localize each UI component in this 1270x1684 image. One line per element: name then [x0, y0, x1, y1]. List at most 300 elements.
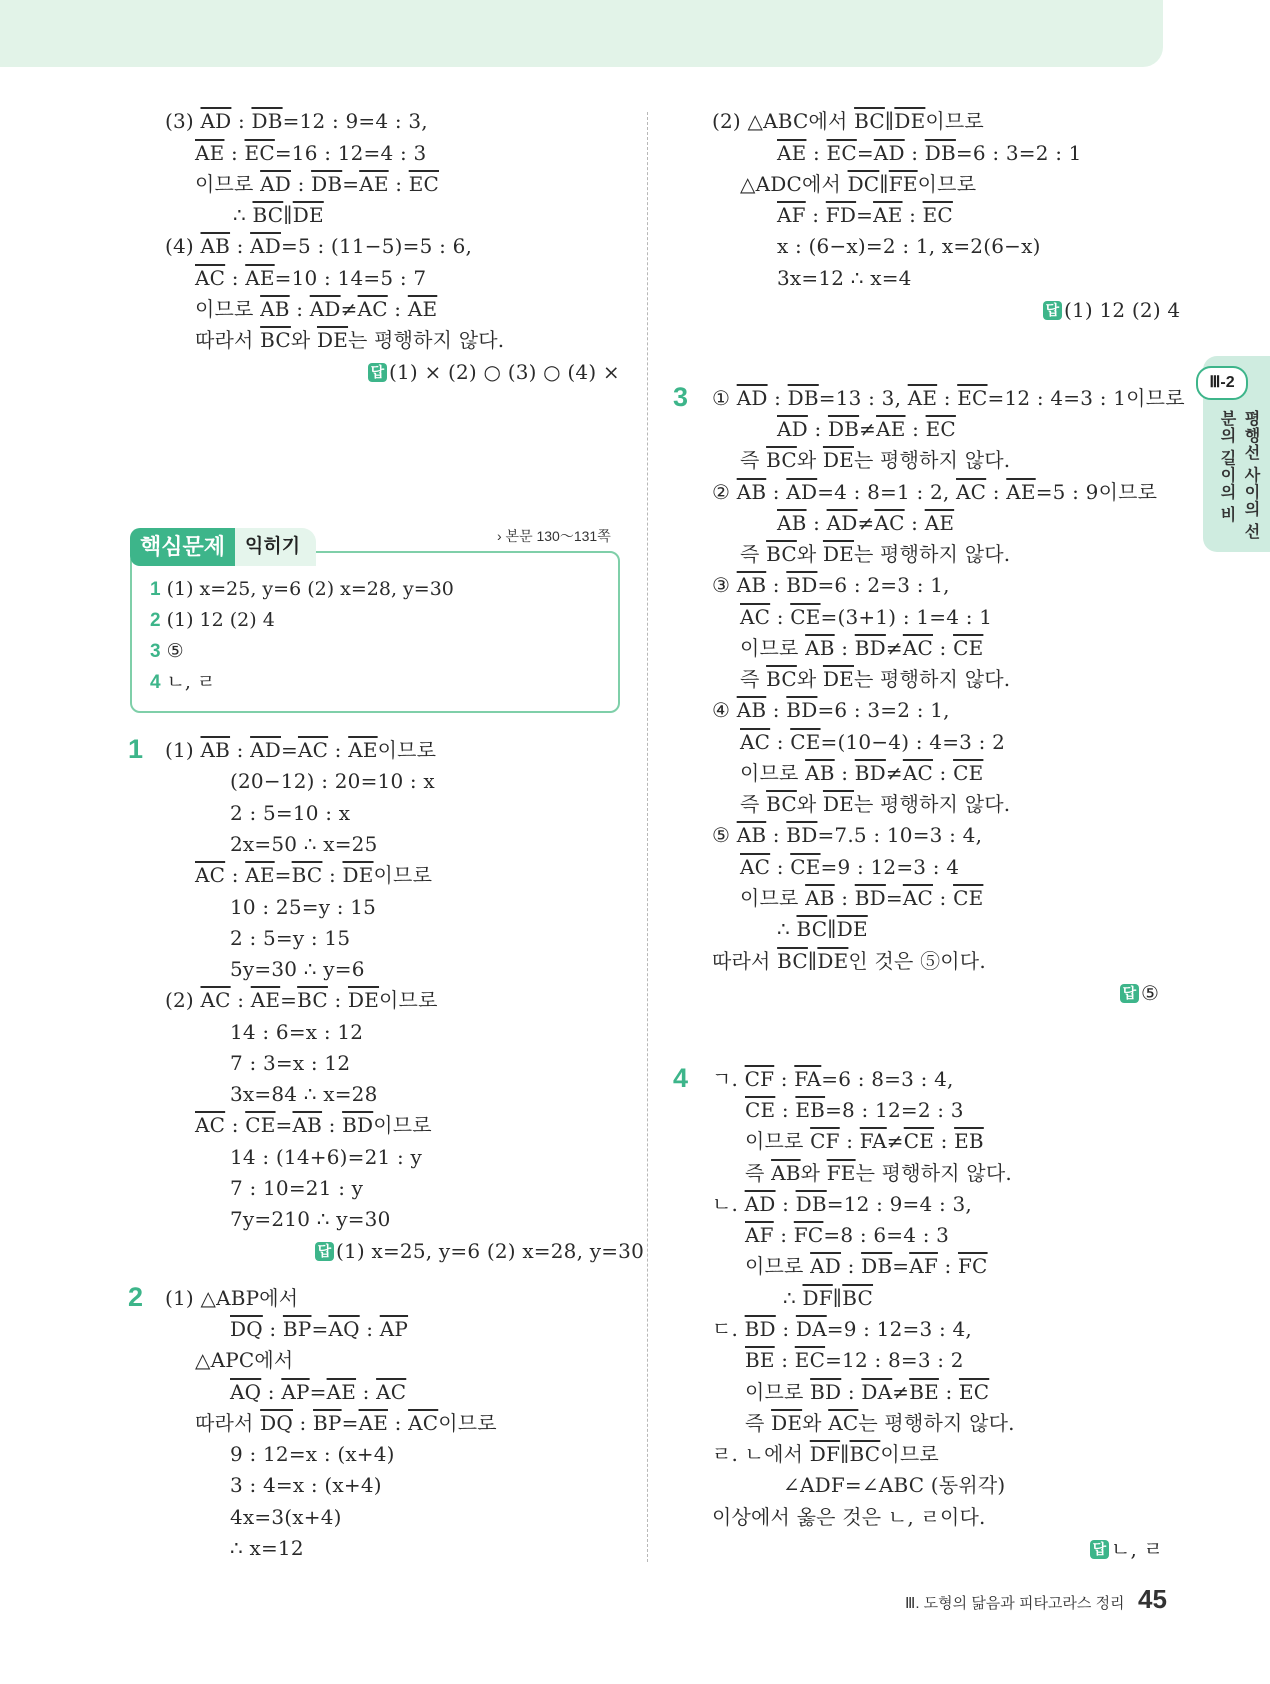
solution-line: [740, 728, 1005, 756]
segment-name: $\overline{AB}$: [805, 761, 835, 785]
math-text: 10 : 25=y : 15: [230, 895, 377, 919]
segment-name: $\overline{AP}$: [281, 1380, 310, 1404]
core-item: [150, 637, 184, 666]
math-text: :: [766, 823, 787, 847]
solution-line: [745, 1378, 989, 1406]
solution-line: [230, 1534, 304, 1562]
segment-name: $\overline{AE}$: [876, 417, 906, 441]
math-text: =9 : 12=3 : 4: [820, 855, 960, 879]
segment-name: $\overline{FA}$: [794, 1067, 822, 1091]
segment-name: $\overline{AC}$: [902, 886, 933, 910]
solution-line: [230, 893, 376, 921]
solution-line: [230, 1143, 422, 1171]
segment-name: $\overline{AB}$: [736, 823, 767, 847]
segment-name: $\overline{DF}$: [809, 1442, 841, 1466]
math-text: :: [770, 605, 791, 629]
math-text: 이므로: [740, 761, 806, 785]
math-text: :: [774, 1067, 795, 1091]
segment-name: $\overline{BD}$: [786, 573, 818, 597]
segment-name: $\overline{FC}$: [957, 1254, 988, 1278]
segment-name: $\overline{AD}$: [744, 1192, 776, 1216]
math-text: =: [280, 988, 298, 1012]
segment-name: $\overline{AE}$: [348, 738, 378, 762]
segment-name: $\overline{AD}$: [260, 172, 292, 196]
segment-name: $\overline{BD}$: [854, 886, 886, 910]
math-text: ≠: [859, 417, 877, 441]
math-text: =: [311, 1317, 329, 1341]
math-text: :: [933, 761, 954, 785]
math-text: ㄱ.: [712, 1067, 745, 1091]
solution-line: [745, 1252, 988, 1280]
segment-name: $\overline{DC}$: [847, 172, 880, 196]
solution-line: [165, 986, 438, 1014]
segment-name: $\overline{DE}$: [822, 667, 854, 691]
segment-name: $\overline{DB}$: [795, 1192, 827, 1216]
segment-name: $\overline{BD}$: [786, 823, 818, 847]
math-text: ∠ADF=∠ABC (동위각): [783, 1473, 1006, 1497]
segment-name: $\overline{BC}$: [766, 448, 797, 472]
answer-badge: 답: [368, 363, 387, 382]
segment-name: $\overline{BC}$: [291, 863, 323, 887]
solution-line: [712, 478, 1157, 506]
segment-name: $\overline{BC}$: [842, 1286, 874, 1310]
segment-name: $\overline{AB}$: [777, 511, 807, 535]
math-text: :: [230, 988, 251, 1012]
core-item: [150, 668, 215, 697]
core-tab-subtitle: 익히기: [235, 528, 316, 566]
math-text: :: [291, 172, 312, 196]
segment-name: $\overline{BE}$: [745, 1348, 775, 1372]
math-text: =4 : 8=1 : 2,: [817, 480, 957, 504]
solution-line: [740, 759, 983, 787]
solution-line: [783, 1284, 873, 1312]
segment-name: $\overline{BE}$: [909, 1380, 939, 1404]
math-text: :: [807, 417, 828, 441]
math-text: 2 : 5=10 : x: [230, 801, 351, 825]
segment-name: $\overline{AD}$: [810, 1254, 842, 1278]
segment-name: $\overline{EC}$: [925, 417, 956, 441]
math-text: :: [225, 1113, 246, 1137]
math-text: ∴ x=12: [230, 1536, 304, 1560]
solution-line: [165, 232, 472, 260]
segment-name: $\overline{DA}$: [795, 1317, 827, 1341]
core-item-number: 1: [150, 579, 161, 600]
math-text: 이므로: [195, 172, 261, 196]
segment-name: $\overline{BD}$: [854, 636, 886, 660]
math-text: ∥: [879, 172, 889, 196]
segment-name: $\overline{AC}$: [195, 863, 226, 887]
math-text: :: [230, 738, 251, 762]
math-text: 3 : 4=x : (x+4): [230, 1473, 382, 1497]
math-text: =13 : 3,: [818, 386, 908, 410]
math-text: △APC에서: [195, 1348, 294, 1372]
solution-line: [195, 264, 426, 292]
solution-line: [712, 821, 982, 849]
math-text: 따라서: [712, 949, 778, 973]
segment-name: $\overline{CE}$: [745, 1098, 776, 1122]
math-text: :: [261, 1380, 282, 1404]
segment-name: $\overline{DQ}$: [260, 1411, 293, 1435]
math-text: :: [770, 855, 791, 879]
segment-name: $\overline{AC}$: [956, 480, 987, 504]
math-text: (1) × (2) ○ (3) ○ (4) ×: [389, 360, 620, 384]
math-text: ⑤: [1141, 981, 1160, 1005]
segment-name: $\overline{DE}$: [292, 203, 324, 227]
segment-name: $\overline{AD}$: [309, 297, 341, 321]
math-text: △ADC에서: [740, 172, 848, 196]
math-text: ∴: [233, 203, 253, 227]
math-text: 이므로: [880, 1442, 939, 1466]
math-text: :: [767, 386, 788, 410]
solution-line: [230, 830, 378, 858]
segment-name: $\overline{AB}$: [736, 698, 767, 722]
math-text: 이므로: [379, 988, 438, 1012]
segment-name: $\overline{BC}$: [796, 917, 828, 941]
segment-name: $\overline{AC}$: [740, 605, 771, 629]
math-text: =(3+1) : 1=4 : 1: [820, 605, 993, 629]
math-text: 따라서: [195, 328, 261, 352]
segment-name: $\overline{CE}$: [790, 605, 821, 629]
segment-name: $\overline{AB}$: [805, 636, 835, 660]
math-text: :: [834, 886, 855, 910]
math-text: 즉: [740, 792, 767, 816]
math-text: 7 : 3=x : 12: [230, 1051, 351, 1075]
segment-name: $\overline{CE}$: [790, 730, 821, 754]
math-text: ≠: [885, 636, 903, 660]
segment-name: $\overline{AD}$: [250, 738, 281, 762]
segment-name: $\overline{EC}$: [957, 386, 988, 410]
solution-line: [777, 232, 1041, 260]
core-item: [150, 575, 454, 604]
answer-badge: 답: [315, 1242, 334, 1261]
solution-line: [195, 861, 432, 889]
segment-name: $\overline{AQ}$: [230, 1380, 262, 1404]
segment-name: $\overline{AC}$: [740, 730, 771, 754]
segment-name: $\overline{BD}$: [854, 761, 886, 785]
segment-name: $\overline{AB}$: [292, 1113, 323, 1137]
math-text: (1) x=25, y=6 (2) x=28, y=30: [336, 1239, 645, 1263]
math-text: :: [904, 511, 925, 535]
math-text: :: [905, 417, 926, 441]
math-text: :: [834, 761, 855, 785]
math-text: 는 평행하지 않다.: [858, 1411, 1015, 1435]
solution-line: [165, 107, 428, 135]
math-text: =: [892, 1254, 910, 1278]
segment-name: $\overline{DE}$: [822, 542, 854, 566]
segment-name: $\overline{DE}$: [817, 949, 849, 973]
math-text: (1) 12 (2) 4: [1064, 298, 1181, 322]
solution-line: [230, 1205, 391, 1233]
math-text: 와: [800, 1161, 827, 1185]
core-item: [150, 606, 275, 635]
segment-name: $\overline{DF}$: [802, 1286, 833, 1310]
segment-name: $\overline{BP}$: [313, 1411, 342, 1435]
segment-name: $\overline{FE}$: [888, 172, 918, 196]
segment-name: $\overline{AD}$: [736, 386, 768, 410]
solution-line: [777, 509, 954, 537]
math-text: ①: [712, 386, 737, 410]
solution-line: [712, 384, 1185, 412]
math-text: =10 : 14=5 : 7: [274, 266, 427, 290]
math-text: 는 평행하지 않다.: [348, 328, 505, 352]
solution-line: [230, 1018, 363, 1046]
segment-name: $\overline{AE}$: [873, 203, 903, 227]
segment-name: $\overline{AE}$: [777, 141, 807, 165]
segment-name: $\overline{AD}$: [250, 234, 281, 258]
core-item-number: 3: [150, 641, 161, 662]
math-text: =: [342, 172, 360, 196]
segment-name: $\overline{AC}$: [376, 1380, 407, 1404]
segment-name: $\overline{AC}$: [297, 738, 329, 762]
core-item-text: (1) 12 (2) 4: [166, 609, 275, 631]
math-text: ③: [712, 573, 737, 597]
segment-name: $\overline{AE}$: [195, 141, 225, 165]
segment-name: $\overline{AD}$: [786, 480, 818, 504]
math-text: :: [766, 698, 787, 722]
segment-name: $\overline{CE}$: [953, 636, 984, 660]
math-text: ≠: [886, 1129, 904, 1153]
segment-name: $\overline{AC}$: [828, 1411, 859, 1435]
math-text: :: [805, 203, 826, 227]
math-text: ⑤: [712, 823, 737, 847]
segment-name: $\overline{CF}$: [810, 1129, 840, 1153]
math-text: ∥: [832, 1286, 843, 1310]
math-text: :: [933, 636, 954, 660]
math-text: ④: [712, 698, 737, 722]
segment-name: $\overline{DB}$: [251, 109, 283, 133]
solution-line: [712, 571, 950, 599]
math-text: :: [262, 1317, 283, 1341]
solution-line: [740, 884, 983, 912]
math-text: 이므로: [438, 1411, 497, 1435]
math-text: 9 : 12=x : (x+4): [230, 1442, 395, 1466]
math-text: 3x=84 ∴ x=28: [230, 1082, 378, 1106]
math-text: ≠: [892, 1380, 910, 1404]
math-text: :: [770, 730, 791, 754]
segment-name: $\overline{FD}$: [825, 203, 857, 227]
math-text: 이상에서 옳은 것은 ㄴ, ㄹ이다.: [712, 1505, 986, 1529]
segment-name: $\overline{AC}$: [874, 511, 905, 535]
math-text: 2 : 5=y : 15: [230, 926, 351, 950]
core-problem-tab: [130, 528, 316, 566]
math-text: :: [938, 1380, 959, 1404]
core-item-text: ㄴ, ㄹ: [166, 671, 216, 693]
math-text: =16 : 12=4 : 3: [274, 141, 427, 165]
segment-name: $\overline{AC}$: [195, 1113, 226, 1137]
math-text: ∥: [807, 949, 818, 973]
segment-name: $\overline{AB}$: [260, 297, 290, 321]
segment-name: $\overline{AE}$: [245, 266, 275, 290]
solution-line: [195, 139, 426, 167]
solution-line: [740, 790, 1010, 818]
segment-name: $\overline{EC}$: [922, 203, 953, 227]
segment-name: $\overline{DE}$: [771, 1411, 803, 1435]
math-text: :: [327, 988, 348, 1012]
math-text: =6 : 2=3 : 1,: [817, 573, 950, 597]
math-text: (20−12) : 20=10 : x: [230, 769, 435, 793]
solution-line: [195, 1111, 432, 1139]
math-text: :: [841, 1254, 862, 1278]
math-text: ㄴ, ㄹ: [1111, 1537, 1164, 1561]
math-text: =: [309, 1380, 327, 1404]
segment-name: $\overline{CE}$: [790, 855, 821, 879]
math-text: =6 : 3=2 : 1,: [817, 698, 950, 722]
math-text: :: [775, 1098, 796, 1122]
segment-name: $\overline{AC}$: [902, 636, 933, 660]
math-text: 와: [796, 542, 823, 566]
math-text: :: [904, 141, 925, 165]
math-text: (1) △ABP에서: [165, 1286, 299, 1310]
math-text: 14 : (14+6)=21 : y: [230, 1145, 422, 1169]
solution-line: [230, 799, 350, 827]
math-text: 이므로: [373, 863, 433, 887]
segment-name: $\overline{AE}$: [245, 863, 275, 887]
math-text: 는 평행하지 않다.: [855, 1161, 1012, 1185]
core-page-reference: › 본문 130～131쪽: [497, 528, 611, 544]
solution-line: [195, 326, 504, 354]
segment-name: $\overline{CF}$: [744, 1067, 775, 1091]
segment-name: $\overline{DE}$: [822, 792, 854, 816]
segment-name: $\overline{AE}$: [359, 172, 389, 196]
solution-line: [230, 767, 435, 795]
chapter-side-title: 평행선 사이의 선분의 길이의 비: [1218, 410, 1259, 540]
solution-line: [783, 1471, 1005, 1499]
segment-name: $\overline{DE}$: [342, 863, 374, 887]
math-text: =: [281, 738, 298, 762]
math-text: :: [902, 203, 923, 227]
solution-line: [777, 415, 956, 443]
solution-line: [230, 1378, 406, 1406]
math-text: 이므로: [745, 1129, 811, 1153]
math-text: 즉: [740, 667, 767, 691]
answer-badge: 답: [1043, 301, 1062, 320]
segment-name: $\overline{FA}$: [859, 1129, 887, 1153]
segment-name: $\overline{AF}$: [777, 203, 806, 227]
solution-line: [740, 603, 992, 631]
math-text: :: [839, 1129, 860, 1153]
segment-name: $\overline{DB}$: [787, 386, 819, 410]
solution-line: [745, 1159, 1012, 1187]
math-text: 와: [796, 448, 823, 472]
segment-name: $\overline{DE}$: [822, 448, 854, 472]
answer-line: [1090, 1535, 1163, 1563]
segment-name: $\overline{BC}$: [766, 542, 797, 566]
solution-line: [195, 295, 437, 323]
answer-line: [1043, 296, 1180, 324]
math-text: :: [322, 1113, 343, 1137]
solution-line: [230, 924, 350, 952]
math-text: 이므로: [195, 297, 261, 321]
solution-line: [712, 1190, 972, 1218]
solution-line: [712, 1503, 986, 1531]
segment-name: $\overline{AP}$: [379, 1317, 409, 1341]
segment-name: $\overline{AC}$: [902, 761, 933, 785]
solution-line: [165, 1284, 298, 1312]
header-band: [0, 0, 1163, 67]
math-text: ≠: [885, 761, 903, 785]
segment-name: $\overline{AQ}$: [328, 1317, 360, 1341]
problem-number: 3: [673, 382, 689, 412]
math-text: 5y=30 ∴ y=6: [230, 957, 365, 981]
segment-name: $\overline{CE}$: [245, 1113, 276, 1137]
math-text: ∥: [884, 109, 895, 133]
solution-line: [745, 1096, 964, 1124]
solution-line: [230, 1080, 378, 1108]
math-text: :: [328, 738, 349, 762]
chapter-code-badge: Ⅲ-2: [1196, 366, 1248, 400]
segment-name: $\overline{DQ}$: [230, 1317, 263, 1341]
math-text: 4x=3(x+4): [230, 1505, 342, 1529]
math-text: =12 : 9=4 : 3,: [826, 1192, 972, 1216]
solution-line: [745, 1221, 949, 1249]
math-text: =: [274, 863, 292, 887]
segment-name: $\overline{AB}$: [736, 480, 767, 504]
segment-name: $\overline{BC}$: [849, 1442, 881, 1466]
math-text: ∥: [827, 917, 837, 941]
math-text: ㄴ.: [712, 1192, 745, 1216]
math-text: ≠: [857, 511, 875, 535]
math-text: ㄷ.: [712, 1317, 745, 1341]
math-text: :: [937, 1254, 958, 1278]
segment-name: $\overline{AC}$: [740, 855, 771, 879]
math-text: =9 : 12=3 : 4,: [826, 1317, 972, 1341]
problem-number: 4: [673, 1063, 689, 1093]
solution-line: [712, 696, 950, 724]
math-text: :: [224, 141, 245, 165]
math-text: =12 : 9=4 : 3,: [282, 109, 428, 133]
segment-name: $\overline{DE}$: [894, 109, 926, 133]
segment-name: $\overline{AB}$: [771, 1161, 801, 1185]
segment-name: $\overline{BD}$: [810, 1380, 842, 1404]
math-text: 이므로: [740, 886, 806, 910]
solution-line: [712, 947, 986, 975]
math-text: :: [387, 297, 408, 321]
segment-name: $\overline{AD}$: [200, 109, 232, 133]
math-text: 와: [290, 328, 317, 352]
solution-line: [740, 665, 1010, 693]
segment-name: $\overline{BC}$: [260, 328, 291, 352]
math-text: :: [834, 636, 855, 660]
page-number: 45: [1138, 1584, 1167, 1614]
solution-line: [777, 139, 1082, 167]
solution-line: [740, 634, 983, 662]
math-text: :: [766, 573, 787, 597]
math-text: 이므로: [917, 172, 977, 196]
segment-name: $\overline{EC}$: [794, 1348, 826, 1372]
solution-line: [777, 264, 912, 292]
segment-name: $\overline{DE}$: [316, 328, 349, 352]
math-text: :: [388, 172, 409, 196]
math-text: :: [773, 1223, 794, 1247]
segment-name: $\overline{BC}$: [777, 949, 808, 973]
core-item-number: 2: [150, 610, 161, 631]
segment-name: $\overline{AF}$: [745, 1223, 774, 1247]
problem-number: 2: [128, 1282, 144, 1312]
segment-name: $\overline{BD}$: [342, 1113, 374, 1137]
segment-name: $\overline{DE}$: [347, 988, 380, 1012]
math-text: =: [341, 1411, 359, 1435]
math-text: 이므로: [740, 636, 806, 660]
math-text: 즉: [740, 448, 767, 472]
segment-name: $\overline{DB}$: [861, 1254, 893, 1278]
segment-name: $\overline{AE}$: [1006, 480, 1036, 504]
solution-line: [712, 1065, 954, 1093]
solution-line: [165, 736, 436, 764]
math-text: 따라서: [195, 1411, 261, 1435]
math-text: ∥: [283, 203, 293, 227]
math-text: :: [937, 386, 958, 410]
segment-name: $\overline{CE}$: [953, 761, 984, 785]
